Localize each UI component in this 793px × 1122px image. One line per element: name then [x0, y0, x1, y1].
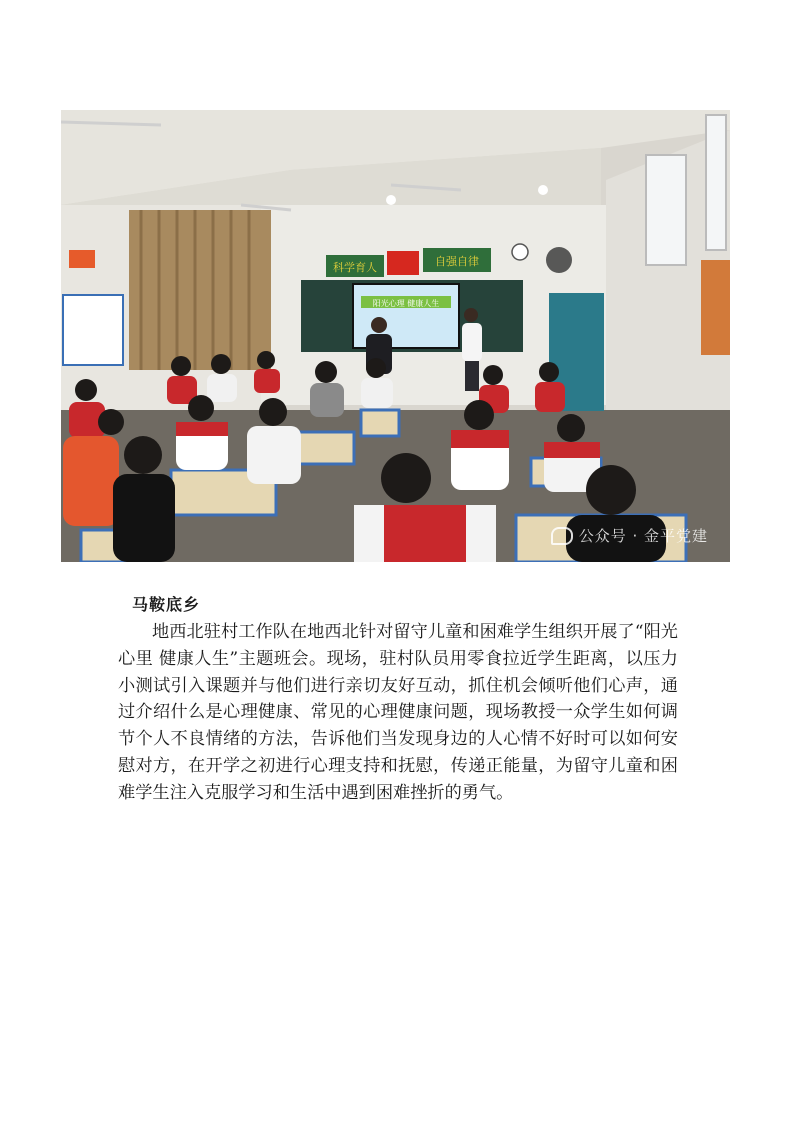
screen-title: 阳光心理 健康人生 — [372, 299, 440, 308]
wechat-icon — [551, 527, 573, 545]
article-paragraph: 地西北驻村工作队在地西北针对留守儿童和困难学生组织开展了“阳光心里 健康人生”主题班会。现场，驻村队员用零食拉近学生距离，以压力小测试引入课题并与他们进行亲切友好互动，抓住机会倾听他们心声，通过介绍什么是心理健康、常见的心理健康问题，现场教授一众学生如何调节个人不良情绪的方法，告诉他们当发现身边的人心情不好时可以如何安慰对方，在开学之初进行心理支持和抚慰，传递正能量，为留守儿童和困难学生注入克服学习和生活中遇到困难挫折的勇气。 — [118, 622, 678, 803]
classroom-photo — [61, 110, 730, 562]
watermark — [551, 525, 708, 546]
article — [118, 592, 678, 807]
slogan-right: 自强自律 — [435, 255, 479, 268]
section-heading: 马鞍底乡 — [132, 595, 201, 614]
slogan-left: 科学育人 — [333, 261, 377, 274]
watermark-text: 公众号 · 金平党建 — [578, 527, 708, 545]
